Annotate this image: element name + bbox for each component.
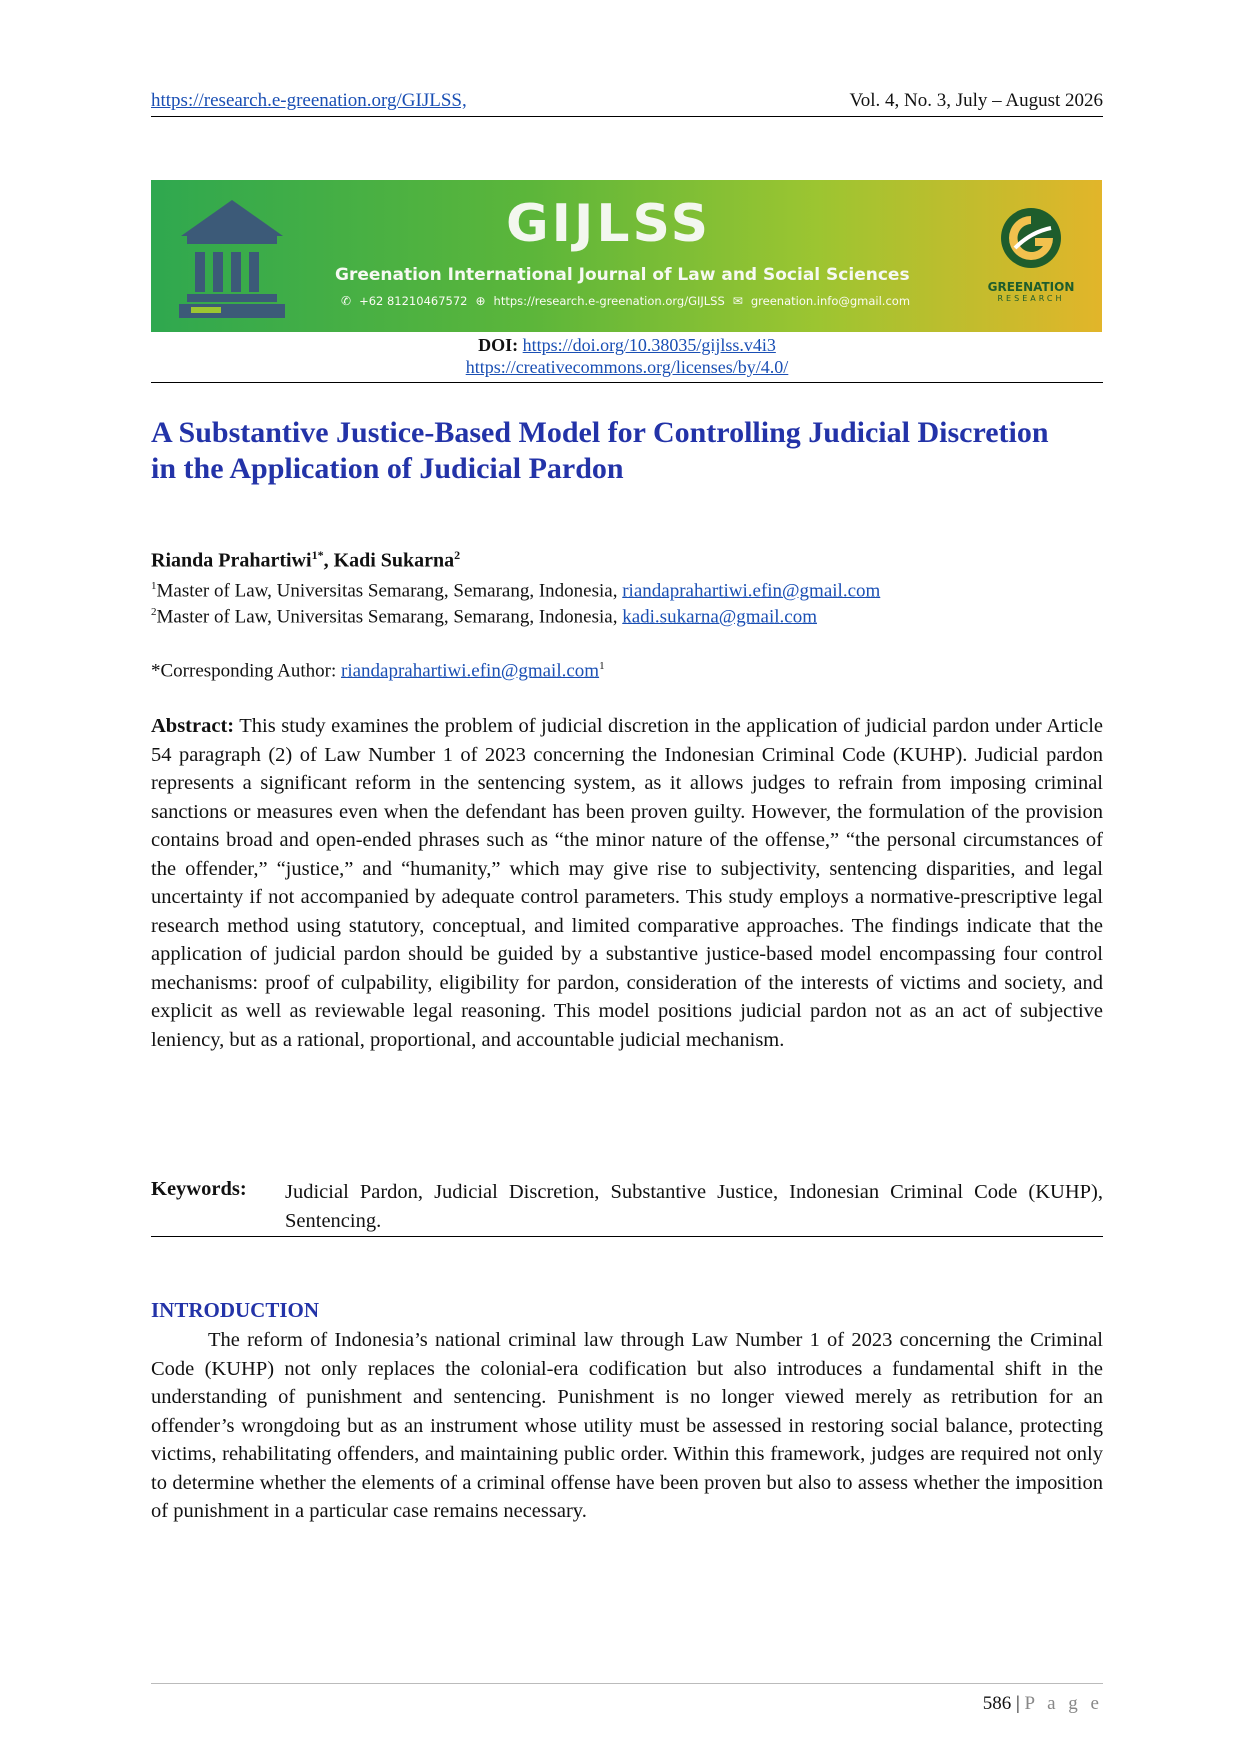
journal-acronym: GIJLSS [506,194,712,254]
abstract-label: Abstract: [151,715,235,737]
author-separator: , [323,549,334,572]
banner-website: https://research.e-greenation.org/GIJLSS [493,294,725,308]
volume-info: Vol. 4, No. 3, July – August 2026 [849,90,1103,111]
affiliation-num: 2 [151,606,157,618]
journal-name: Greenation International Journal of Law and Social Sciences [335,265,910,285]
abstract [151,712,1103,1054]
mail-icon: ✉ [732,294,743,308]
keywords-divider [151,1236,1103,1237]
doi-link[interactable]: https://doi.org/10.38035/gijlss.v4i3 [522,335,776,355]
page-number-value: 586 [982,1693,1012,1714]
affiliation-1 [151,580,880,602]
whatsapp-icon: ✆ [341,294,352,308]
doi-block [151,334,1103,378]
doi-divider [151,382,1103,383]
temple-icon [173,196,291,322]
logo-subtitle: RESEARCH [997,294,1065,303]
banner-contact [341,294,910,308]
affiliation-email-link[interactable]: riandaprahartiwi.efin@gmail.com [622,580,881,602]
logo-name: GREENATION [987,280,1075,294]
greenation-logo [971,202,1091,322]
page-number [983,1693,1103,1715]
section-heading-introduction: INTRODUCTION [151,1298,320,1322]
globe-icon: ⊕ [475,294,486,308]
paper-title: A Substantive Justice-Based Model for Controlling Judicial Discretion in the Application of Judicial Pardon [151,416,1049,485]
doi-label: DOI: [478,335,519,355]
page-number-separator: | [1011,1693,1025,1714]
corresponding-author [151,660,605,682]
author-sup: 2 [454,548,461,562]
license-link[interactable]: https://creativecommons.org/licenses/by/4.0/ [465,357,789,377]
header-divider [151,116,1103,117]
keywords-label: Keywords: [151,1178,247,1200]
corresponding-email-link[interactable]: riandaprahartiwi.efin@gmail.com [341,660,600,682]
keywords-text: Judicial Pardon, Judicial Discretion, Substantive Justice, Indonesian Criminal Code (KUHP), Sentencing. [285,1181,1103,1232]
author-name: Rianda Prahartiwi [151,549,312,572]
page-label: P a g e [1024,1693,1103,1714]
abstract-text: This study examines the problem of judicial discretion in the application of judicial pardon under Article 54 paragraph (2) of Law Number 1 of 2023 concerning the Indonesian Criminal Code (KUHP). Judicial pardon represents a significant reform in the sentencing system, as it allows judges to refrain from imposing criminal sanctions or measures even when the defendant has been proven guilty. However, the formulation of the provision contains broad and open-ended phrases such as “the minor nature of the offense,” “the personal circumstances of the offender,” “justice,” and “humanity,” which may give rise to subjectivity, sentencing disparities, and legal uncertainty if not accompanied by adequate control parameters. This study employs a normative-prescriptive legal research method using statutory, conceptual, and limited comparative approaches. The findings indicate that the application of judicial pardon should be guided by a substantive justice-based model encompassing four control mechanisms: proof of culpability, eligibility for pardon, consideration of the interests of victims and society, and explicit as well as reviewable legal reasoning. This model positions judicial pardon not as an act of subjective leniency, but as a rational, proportional, and accountable judicial mechanism. [151,715,1103,1051]
affiliation-2 [151,606,817,628]
author-list [151,548,460,573]
affiliation-text: Master of Law, Universitas Semarang, Semarang, Indonesia, [156,606,623,628]
affiliation-num: 1 [151,580,157,592]
banner-email: greenation.info@gmail.com [750,294,911,308]
corresponding-sup: 1 [599,660,605,672]
introduction-paragraph: The reform of Indonesia’s national criminal law through Law Number 1 of 2023 concerning the Criminal Code (KUHP) not only replaces the colonial-era codification but also introduces a fundamental shift in the understanding of punishment and sentencing. Punishment is no longer viewed merely as retribution for an offender’s wrongdoing but as an instrument whose utility must be assessed in restoring social balance, protecting victims, rehabilitating offenders, and maintaining public order. Within this framework, judges are required not only to determine whether the elements of a criminal offense have been proven but also to assess whether the imposition of punishment in a particular case remains necessary. [151,1329,1103,1522]
author-sup: 1* [311,548,324,562]
author-name: Kadi Sukarna [333,549,455,572]
corresponding-label: *Corresponding Author: [151,660,341,682]
journal-url-link[interactable]: https://research.e-greenation.org/GIJLSS, [151,90,467,111]
greenation-logo-icon [995,202,1067,274]
affiliation-text: Master of Law, Universitas Semarang, Semarang, Indonesia, [156,580,623,602]
banner-phone: +62 81210467572 [359,294,468,308]
affiliation-email-link[interactable]: kadi.sukarna@gmail.com [622,606,817,628]
journal-banner [151,180,1102,332]
footer-divider [151,1683,1103,1684]
